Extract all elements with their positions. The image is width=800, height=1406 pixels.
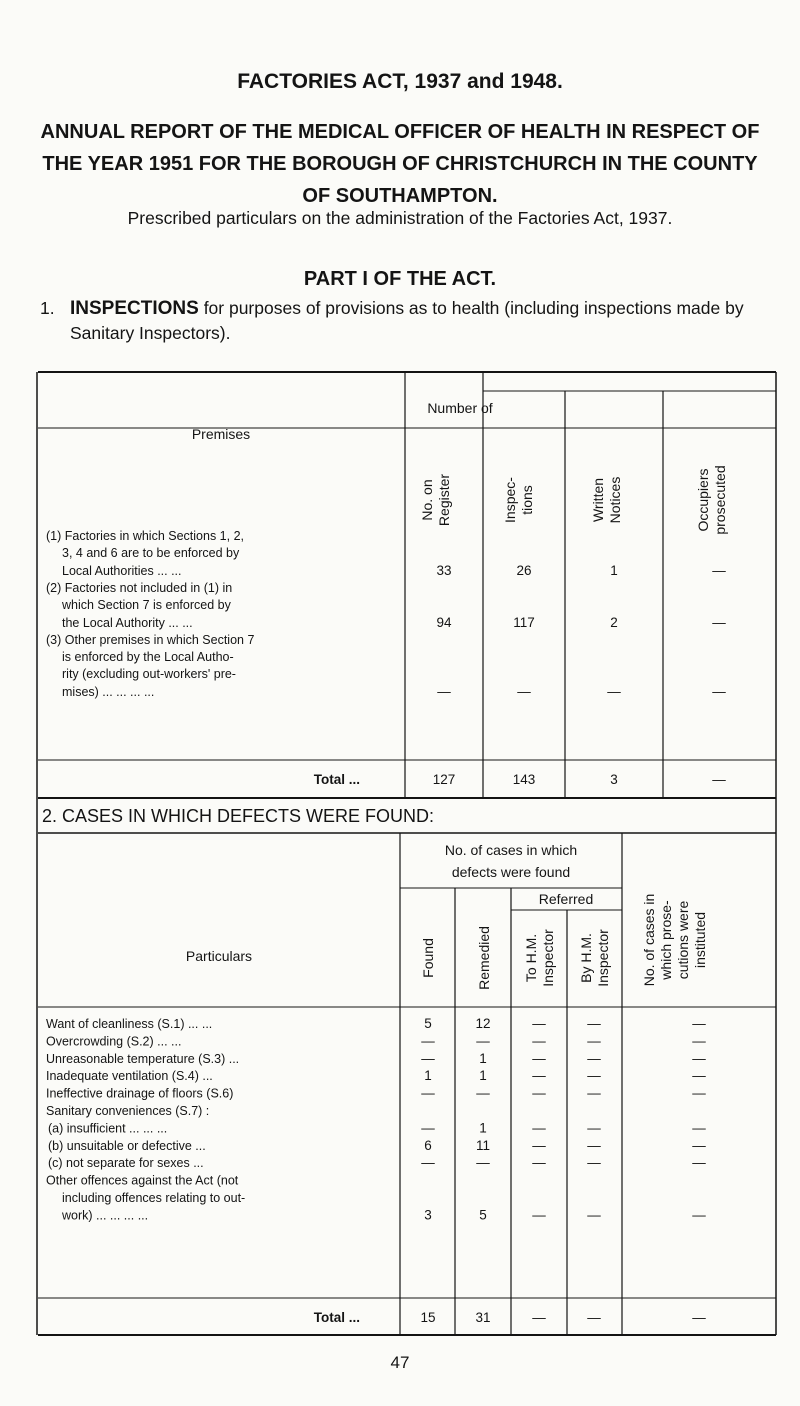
row3-label-1: (3) Other premises in which Section 7 — [46, 633, 255, 647]
notices-header-1: Written — [590, 477, 606, 523]
table2-row-label: Ineffective drainage of floors (S.6) — [46, 1086, 234, 1101]
section-2-heading: 2. CASES IN WHICH DEFECTS WERE FOUND: — [42, 806, 435, 826]
table2-total-found: 15 — [420, 1310, 436, 1325]
register-header-2: Register — [436, 473, 452, 527]
table2-cell-to-hm: — — [532, 1033, 546, 1049]
table2-row-label: (c) not separate for sexes ... — [48, 1156, 204, 1171]
table2-cell-found: — — [421, 1120, 435, 1136]
row1-register: 33 — [436, 563, 452, 578]
table2-cell-found: 6 — [424, 1137, 432, 1153]
table2-cell-found: — — [421, 1050, 435, 1066]
table2-cell-remedied: 11 — [475, 1137, 491, 1153]
table2-cell-found: — — [421, 1033, 435, 1049]
table2-cell-found: 3 — [424, 1207, 432, 1223]
row1-label-2: 3, 4 and 6 are to be enforced by — [62, 546, 240, 560]
table2-cell-prosecutions: — — [692, 1085, 706, 1101]
by-hm-header-2: Inspector — [595, 929, 611, 987]
row1-notices: 1 — [610, 563, 618, 578]
table2-total-to-hm: — — [532, 1310, 546, 1325]
table2-row-label: work) ... ... ... ... — [62, 1208, 149, 1223]
document-title: FACTORIES ACT, 1937 and 1948. — [237, 70, 563, 93]
table2-cell-to-hm: — — [532, 1207, 546, 1223]
table2-row-label: Inadequate ventilation (S.4) ... — [46, 1069, 213, 1084]
notices-header-2: Notices — [607, 476, 623, 524]
section-1-heading: INSPECTIONS — [70, 298, 199, 319]
row2-register: 94 — [436, 615, 452, 630]
part-heading: PART I OF THE ACT. — [303, 268, 497, 290]
table2-cell-remedied: 1 — [479, 1068, 487, 1084]
table2-cell-to-hm: — — [532, 1068, 546, 1084]
prosecution-header-1: No. of cases in — [641, 893, 657, 987]
table2-cell-remedied: 1 — [479, 1120, 487, 1136]
table2-cell-by-hm: — — [587, 1120, 601, 1136]
table2-cell-by-hm: — — [587, 1033, 601, 1049]
row2-label-1: (2) Factories not included in (1) in — [46, 581, 233, 595]
row1-label-1: (1) Factories in which Sections 1, 2, — [46, 529, 244, 543]
table2-cell-found: 5 — [424, 1016, 432, 1031]
table1-total-label: Total ... — [313, 772, 360, 787]
table2-vertical-headers — [420, 894, 708, 990]
table2-cell-to-hm: — — [532, 1155, 546, 1171]
row3-inspections: — — [517, 684, 531, 699]
table2-cell-prosecutions: — — [692, 1137, 706, 1153]
cases-header-1: No. of cases in which — [444, 842, 578, 858]
table2-total-by-hm: — — [587, 1310, 601, 1325]
table2-cell-remedied: 12 — [475, 1016, 491, 1031]
section-1-text: for purposes of provisions as to health (including inspections made by Sanitary Inspectors). — [70, 298, 744, 343]
prosecution-header-2: which prose- — [658, 900, 674, 980]
table1-total-notices: 3 — [610, 772, 618, 787]
table2-cell-by-hm: — — [587, 1068, 601, 1084]
table2-cell-remedied: — — [476, 1033, 490, 1049]
premises-header: Premises — [191, 426, 251, 442]
prescribed-line: Prescribed particulars on the administration of the Factories Act, 1937. — [127, 208, 673, 228]
table2-cell-to-hm: — — [532, 1120, 546, 1136]
table2-cell-remedied: 1 — [479, 1050, 487, 1066]
number-of-header: Number of — [427, 400, 493, 416]
cases-header-2: defects were found — [451, 864, 571, 880]
table2-cell-to-hm: — — [532, 1050, 546, 1066]
table2-cell-by-hm: — — [587, 1050, 601, 1066]
row2-notices: 2 — [610, 615, 618, 630]
table2-cell-by-hm: — — [587, 1085, 601, 1101]
table2-total-remedied: 31 — [475, 1310, 491, 1325]
table2-cell-by-hm: — — [587, 1137, 601, 1153]
table2-row-label: Other offences against the Act (not — [46, 1173, 239, 1188]
table2-cell-prosecutions: — — [692, 1155, 706, 1171]
table2-cell-remedied: 5 — [479, 1207, 487, 1223]
row3-label-3: rity (excluding out-workers' pre- — [62, 667, 236, 681]
table1-total-row — [314, 772, 727, 787]
table2-row-label: Unreasonable temperature (S.3) ... — [46, 1051, 240, 1066]
table2-cell-found: 1 — [424, 1068, 432, 1084]
inspections-header-2: tions — [519, 485, 535, 515]
row2-inspections: 117 — [513, 615, 535, 630]
table1-rows — [46, 529, 726, 699]
table2-row-label: Sanitary conveniences (S.7) : — [46, 1104, 210, 1118]
table2-cell-to-hm: — — [532, 1016, 546, 1031]
row3-register: — — [437, 684, 451, 699]
referred-header: Referred — [538, 891, 594, 907]
table2-rows — [46, 1016, 706, 1222]
by-hm-header-1: By H.M. — [578, 933, 594, 983]
section-1-number: 1. — [40, 298, 55, 318]
prosecuted-header-2: prosecuted — [712, 465, 728, 535]
row3-label-2: is enforced by the Local Autho- — [62, 650, 234, 664]
table1-total-prosecuted: — — [712, 772, 726, 787]
table2-cell-by-hm: — — [587, 1155, 601, 1171]
table2-row-label: (b) unsuitable or defective ... — [48, 1138, 206, 1153]
row3-label-4: mises) ... ... ... ... — [62, 685, 155, 699]
table2-cell-found: — — [421, 1155, 435, 1171]
table2-total-row — [314, 1310, 707, 1325]
table1-total-inspections: 143 — [512, 772, 536, 787]
inspections-header-1: Inspec- — [502, 477, 518, 523]
register-header-1: No. on — [419, 479, 435, 521]
table2-cell-remedied: — — [476, 1085, 490, 1101]
table2-row-label: including offences relating to out- — [62, 1191, 246, 1205]
report-heading: ANNUAL REPORT OF THE MEDICAL OFFICER OF HEALTH IN RESPECT OF THE YEAR 1951 FOR THE BOROUGH OF CHRISTCHURCH IN THE COUNTY OF SOUTHAMPTON. — [40, 121, 760, 207]
table2-row-label: (a) insufficient ... ... ... — [48, 1121, 168, 1136]
row2-label-2: which Section 7 is enforced by — [62, 598, 231, 612]
to-hm-header-1: To H.M. — [523, 933, 539, 983]
prosecuted-header-1: Occupiers — [695, 468, 711, 532]
table1-vertical-headers — [419, 465, 728, 534]
table2-cell-prosecutions: — — [692, 1033, 706, 1049]
row3-notices: — — [607, 684, 621, 699]
table1-total-register: 127 — [432, 772, 456, 787]
remedied-header: Remedied — [476, 926, 492, 990]
page-number: 47 — [390, 1353, 410, 1372]
row2-label-3: the Local Authority ... ... — [62, 616, 193, 630]
table2-cell-to-hm: — — [532, 1137, 546, 1153]
to-hm-header-2: Inspector — [540, 929, 556, 987]
table2-row-label: Want of cleanliness (S.1) ... ... — [46, 1017, 213, 1031]
table2-cell-to-hm: — — [532, 1085, 546, 1101]
prosecution-header-4: instituted — [692, 911, 708, 969]
found-header: Found — [420, 938, 436, 978]
prosecution-header-3: cutions were — [675, 900, 691, 980]
table2-row-label: Overcrowding (S.2) ... ... — [46, 1034, 182, 1049]
particulars-header: Particulars — [185, 948, 253, 964]
table2-cell-remedied: — — [476, 1155, 490, 1171]
row2-prosecuted: — — [712, 615, 726, 630]
table2-total-label: Total ... — [313, 1310, 360, 1325]
table2-cell-prosecutions: — — [692, 1068, 706, 1084]
row1-prosecuted: — — [712, 563, 726, 578]
row3-prosecuted: — — [712, 684, 726, 699]
table2-cell-by-hm: — — [587, 1016, 601, 1031]
table2-cell-prosecutions: — — [692, 1120, 706, 1136]
table2-cell-prosecutions: — — [692, 1207, 706, 1223]
row1-inspections: 26 — [516, 563, 532, 578]
table2-cell-prosecutions: — — [692, 1016, 706, 1031]
table2-cell-found: — — [421, 1085, 435, 1101]
row1-label-3: Local Authorities ... ... — [62, 564, 182, 578]
table2-total-prosecutions: — — [692, 1310, 706, 1325]
table2-cell-by-hm: — — [587, 1207, 601, 1223]
table2-cell-prosecutions: — — [692, 1050, 706, 1066]
